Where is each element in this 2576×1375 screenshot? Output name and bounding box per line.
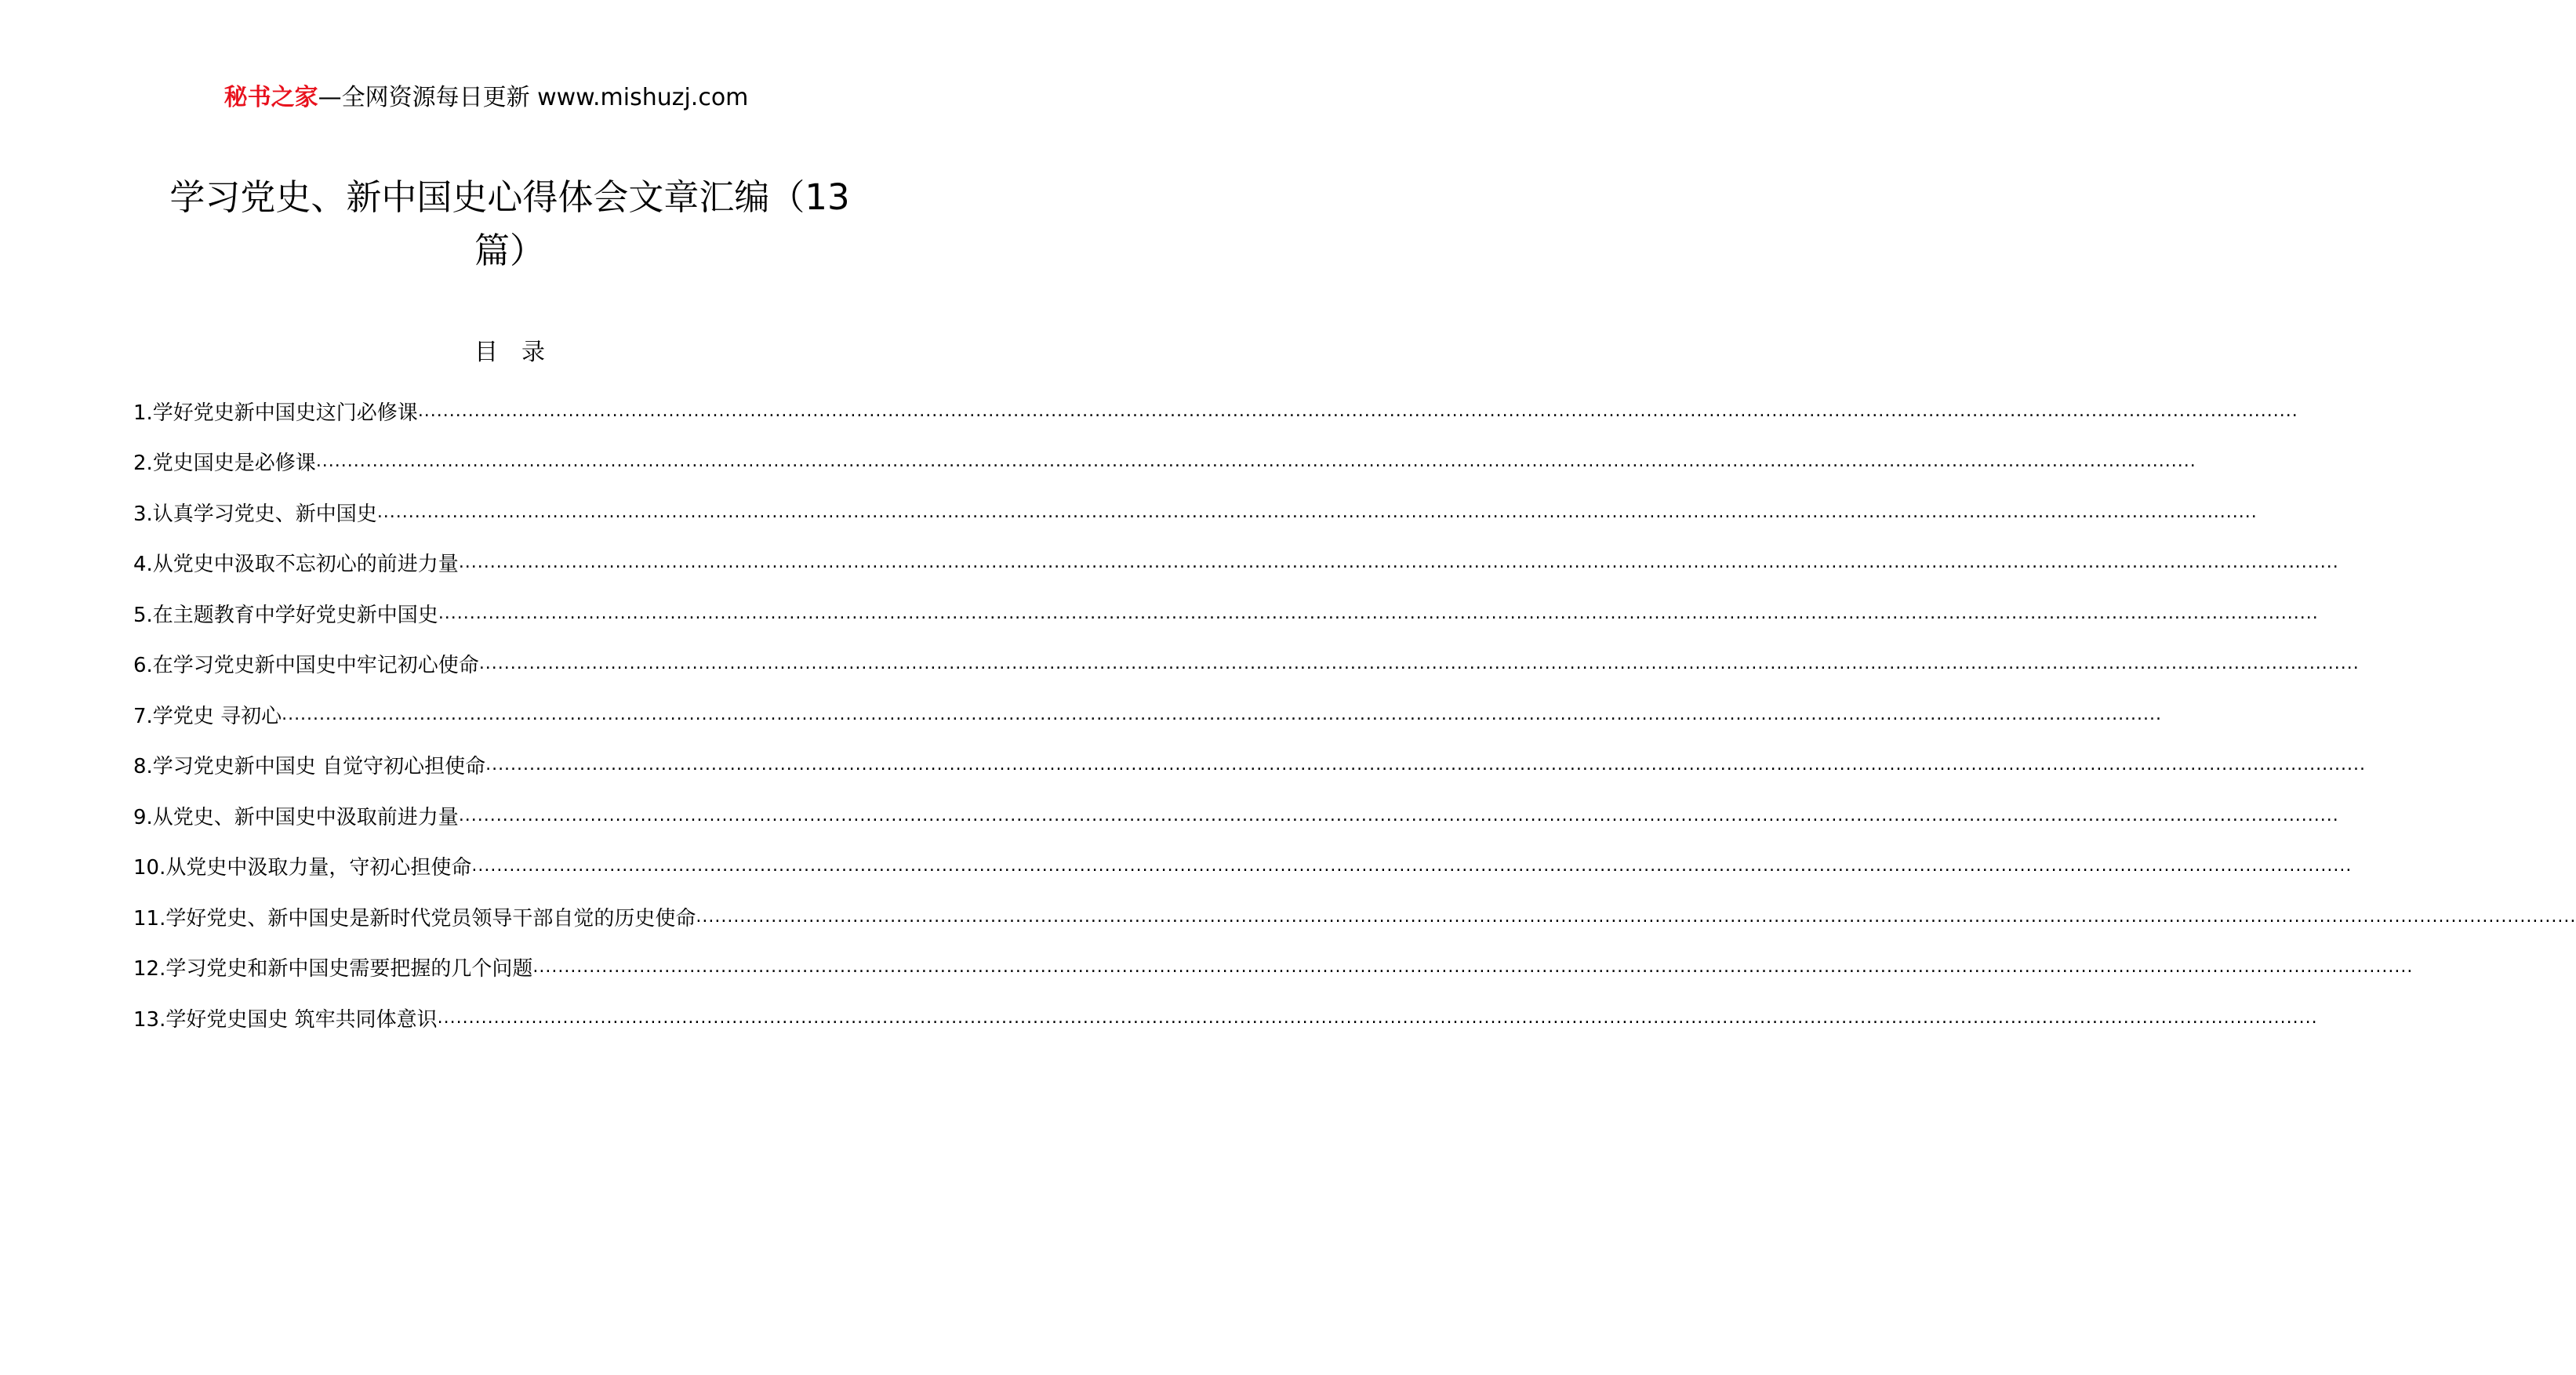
title-line-2: 篇）: [474, 230, 545, 271]
toc-entry-label: 3.认真学习党史、新中国史: [133, 502, 377, 526]
toc-heading: 目 录: [474, 339, 545, 366]
dot-leader: ............................................................................................................................................................................................................................................................................................................: [458, 553, 2339, 573]
table-of-contents: [133, 386, 2576, 1043]
site-tagline: —全网资源每日更新 www.mishuzj.com: [318, 84, 749, 111]
dot-leader: ............................................................................................................................................................................................................................................................................................................: [478, 654, 2360, 674]
brand-name: 秘书之家: [223, 84, 318, 111]
toc-entry: [133, 790, 2339, 841]
document-title: [141, 171, 878, 278]
toc-entry: [133, 841, 2353, 892]
toc-entry: [133, 740, 2367, 791]
toc-entry-label: 7.学党史 寻初心: [133, 704, 282, 728]
dot-leader: ............................................................................................................................................................................................................................................................................................................: [376, 502, 2258, 522]
dot-leader: ............................................................................................................................................................................................................................................................................................................: [417, 401, 2298, 421]
toc-entry: [133, 891, 2576, 942]
toc-entry-label: 4.从党史中汲取不忘初心的前进力量: [133, 553, 459, 577]
dot-leader: ............................................................................................................................................................................................................................................................................................................: [696, 906, 2576, 927]
toc-entry: [133, 538, 2339, 589]
toc-entry-label: 12.学习党史和新中国史需要把握的几个问题: [133, 957, 533, 981]
toc-entry-label: 5.在主题教育中学好党史新中国史: [133, 603, 438, 627]
dot-leader: ............................................................................................................................................................................................................................................................................................................: [315, 452, 2196, 472]
toc-entry: [133, 588, 2319, 639]
toc-entry-label: 8.学习党史新中国史 自觉守初心担使命: [133, 755, 486, 779]
toc-entry-label: 6.在学习党史新中国史中牢记初心使命: [133, 654, 479, 678]
site-header: [0, 78, 972, 118]
toc-entry: [133, 487, 2258, 538]
toc-entry: [133, 689, 2163, 740]
toc-entry: [133, 992, 2318, 1043]
toc-entry: [133, 639, 2360, 690]
toc-entry-label: 9.从党史、新中国史中汲取前进力量: [133, 805, 459, 829]
dot-leader: ............................................................................................................................................................................................................................................................................................................: [438, 603, 2319, 623]
dot-leader: ............................................................................................................................................................................................................................................................................................................: [471, 856, 2353, 876]
toc-entry: [133, 942, 2414, 993]
toc-entry-label: 10.从党史中汲取力量，守初心担使命: [133, 856, 472, 880]
dot-leader: ............................................................................................................................................................................................................................................................................................................: [485, 755, 2367, 775]
toc-entry-label: 11.学好党史、新中国史是新时代党员领导干部自觉的历史使命: [133, 906, 696, 931]
toc-entry-label: 1.学好党史新中国史这门必修课: [133, 401, 418, 425]
dot-leader: ............................................................................................................................................................................................................................................................................................................: [532, 957, 2414, 978]
dot-leader: ............................................................................................................................................................................................................................................................................................................: [437, 1007, 2318, 1028]
toc-entry-label: 13.学好党史国史 筑牢共同体意识: [133, 1007, 438, 1032]
dot-leader: ............................................................................................................................................................................................................................................................................................................: [458, 805, 2339, 825]
toc-entry-label: 2.党史国史是必修课: [133, 452, 316, 476]
toc-entry: [133, 386, 2298, 437]
toc-entry: [133, 437, 2196, 488]
dot-leader: ............................................................................................................................................................................................................................................................................................................: [282, 704, 2163, 724]
title-line-1: 学习党史、新中国史心得体会文章汇编（13: [169, 176, 850, 218]
